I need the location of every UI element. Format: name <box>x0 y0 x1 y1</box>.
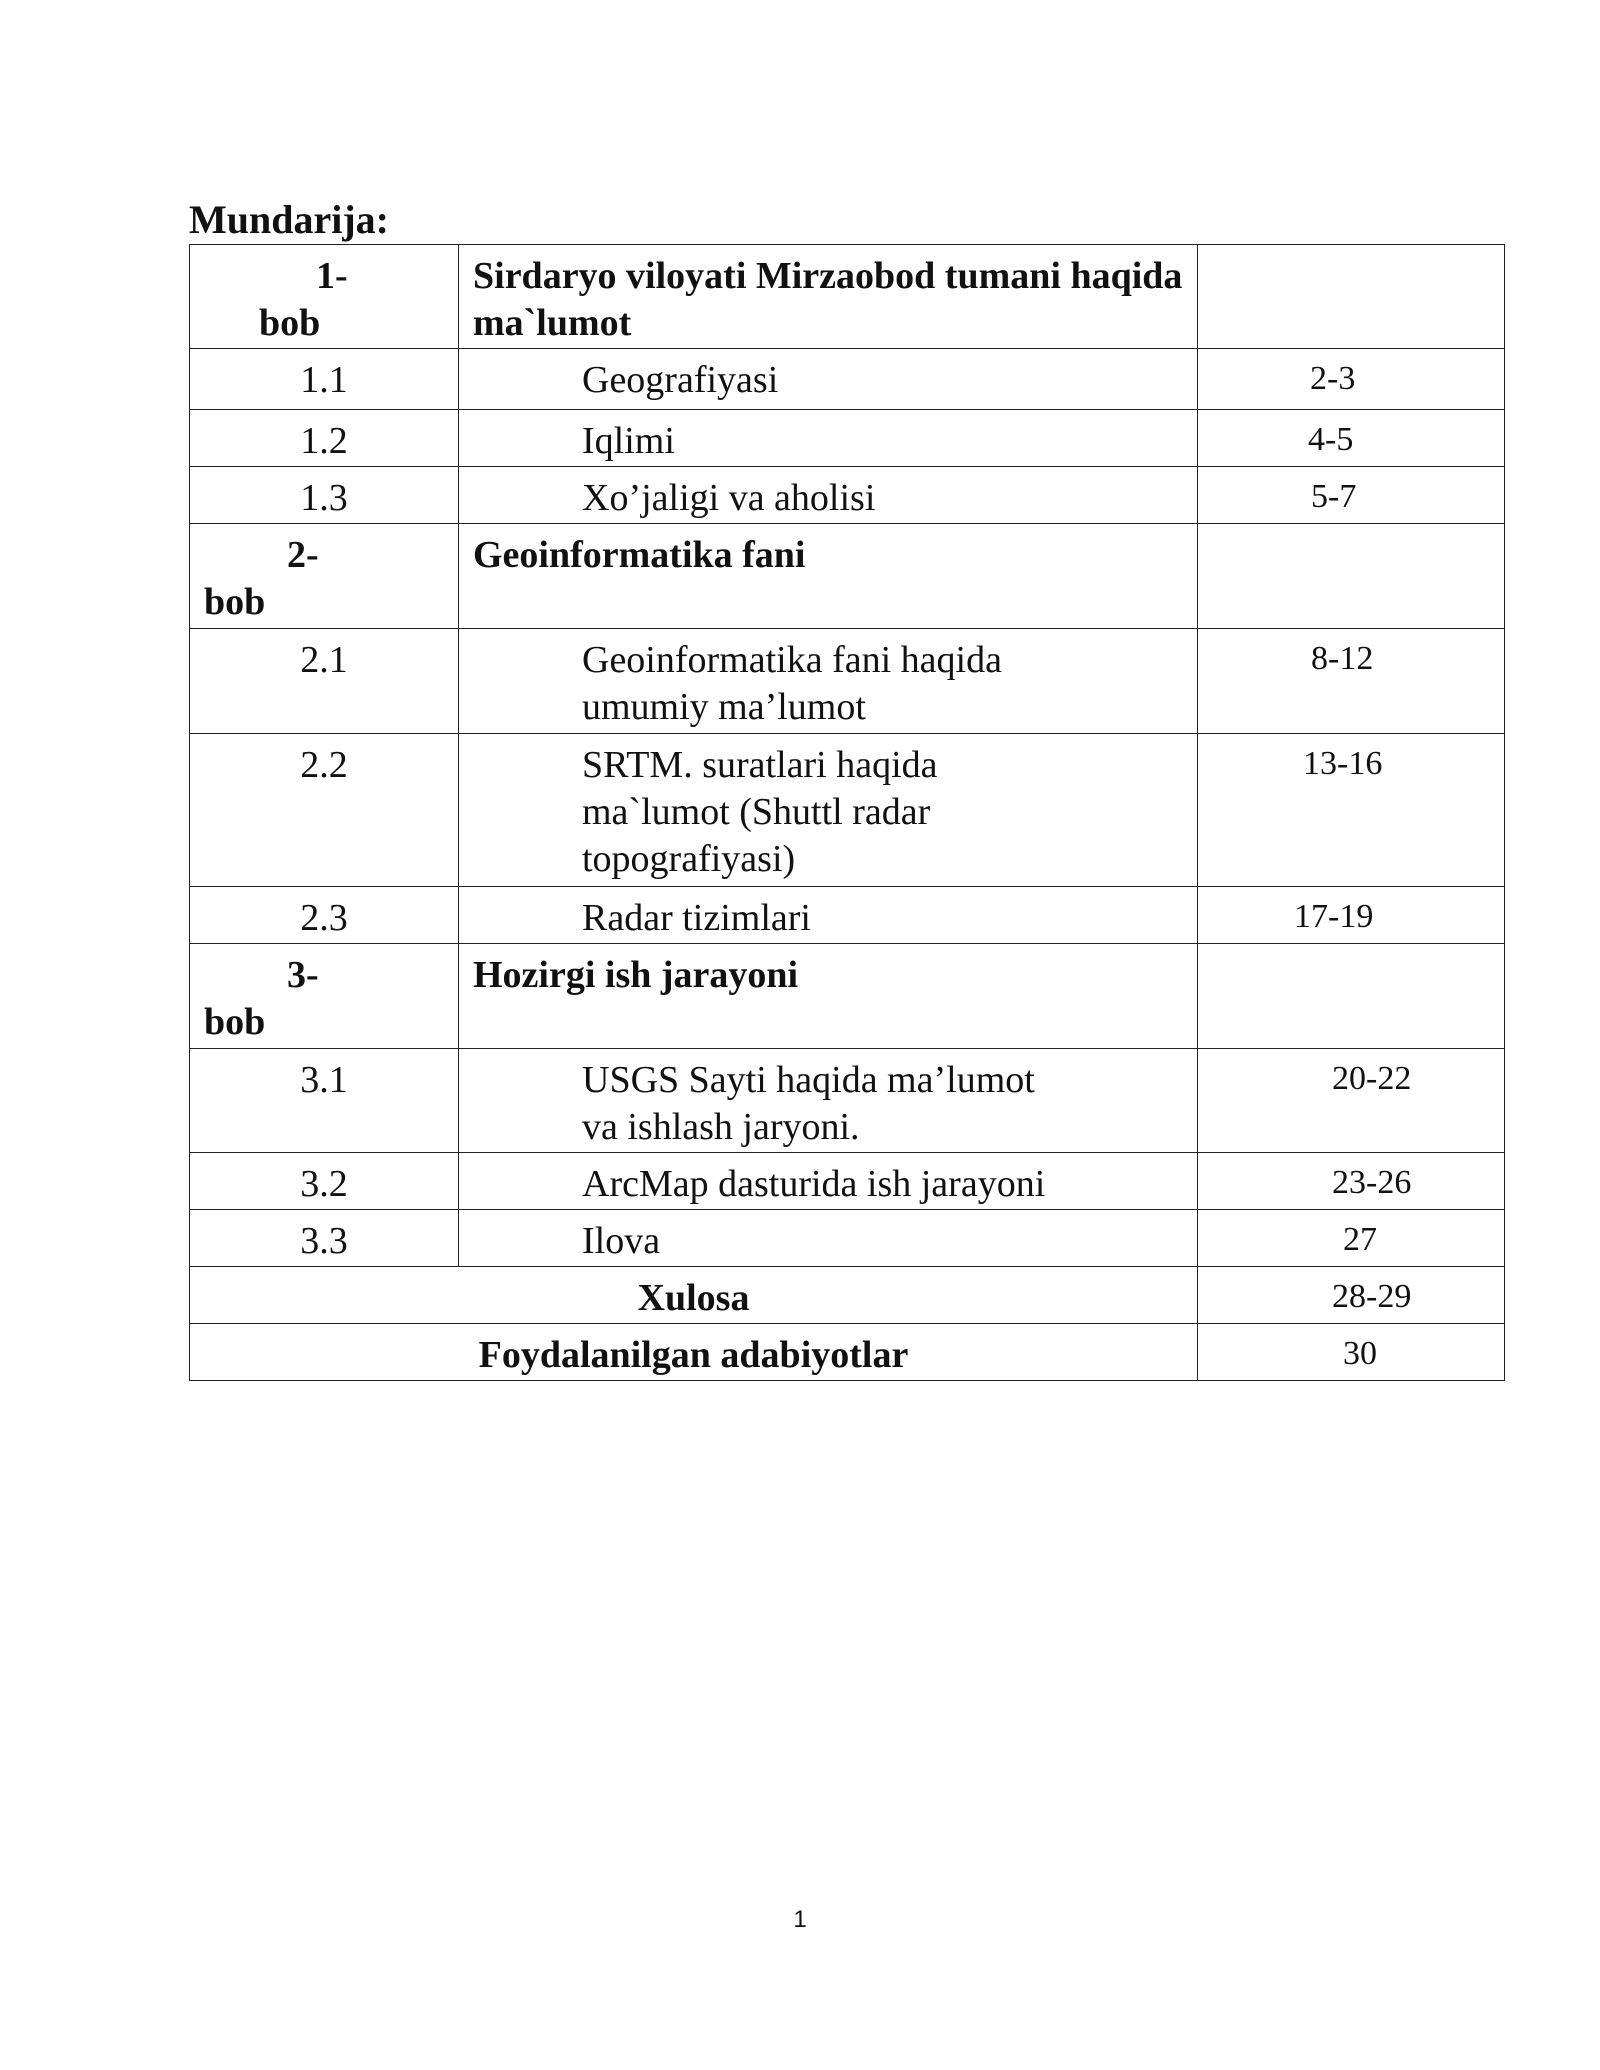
chapter-row <box>190 524 1505 629</box>
chapter-number <box>190 524 459 629</box>
section-row <box>190 629 1505 734</box>
section-row <box>190 349 1505 410</box>
chapter-pages <box>1198 245 1505 349</box>
section-number: 1.3 <box>190 467 459 524</box>
section-pages: 13-16 <box>1198 734 1505 887</box>
section-row <box>190 734 1505 887</box>
section-number: 3.2 <box>190 1153 459 1210</box>
conclusion-title: Xulosa <box>190 1267 1198 1324</box>
section-title: Xo’jaligi va aholisi <box>459 467 1198 524</box>
references-title: Foydalanilgan adabiyotlar <box>190 1324 1198 1381</box>
section-row <box>190 1153 1505 1210</box>
section-number: 1.1 <box>190 349 459 410</box>
chapter-number-prefix: 3- <box>287 954 319 996</box>
page-title: Mundarija: <box>189 197 389 242</box>
chapter-row <box>190 944 1505 1049</box>
chapter-number-suffix: bob <box>204 1001 266 1043</box>
section-number: 3.1 <box>190 1049 459 1153</box>
section-pages: 4-5 <box>1198 410 1505 467</box>
page-number: 1 <box>793 1906 807 1933</box>
chapter-number-prefix: 2- <box>287 534 319 576</box>
references-pages: 30 <box>1198 1324 1505 1381</box>
section-pages: 2-3 <box>1198 349 1505 410</box>
table-of-contents <box>189 244 1505 1381</box>
section-title: ArcMap dasturida ish jarayoni <box>459 1153 1198 1210</box>
section-pages: 5-7 <box>1198 467 1505 524</box>
section-title: Iqlimi <box>459 410 1198 467</box>
chapter-number <box>190 245 459 349</box>
section-title: USGS Sayti haqida ma’lumot va ishlash jaryoni. <box>459 1049 1198 1153</box>
chapter-number-suffix: bob <box>259 302 321 344</box>
section-number: 1.2 <box>190 410 459 467</box>
section-title: Geoinformatika fani haqida umumiy ma’lumot <box>459 629 1198 734</box>
section-number: 3.3 <box>190 1210 459 1267</box>
chapter-title: Geoinformatika fani <box>459 524 1198 629</box>
section-title: Radar tizimlari <box>459 887 1198 944</box>
conclusion-pages: 28-29 <box>1198 1267 1505 1324</box>
section-pages: 20-22 <box>1198 1049 1505 1153</box>
section-title: Ilova <box>459 1210 1198 1267</box>
section-number: 2.2 <box>190 734 459 887</box>
section-row <box>190 1210 1505 1267</box>
section-row <box>190 887 1505 944</box>
section-row <box>190 1049 1505 1153</box>
chapter-title: Hozirgi ish jarayoni <box>459 944 1198 1049</box>
section-row <box>190 410 1505 467</box>
chapter-number <box>190 944 459 1049</box>
chapter-number-prefix: 1- <box>316 255 348 297</box>
chapter-number-suffix: bob <box>204 581 266 623</box>
section-pages: 23-26 <box>1198 1153 1505 1210</box>
section-pages: 27 <box>1198 1210 1505 1267</box>
section-title: Geografiyasi <box>459 349 1198 410</box>
conclusion-row <box>190 1267 1505 1324</box>
chapter-pages <box>1198 944 1505 1049</box>
section-number: 2.3 <box>190 887 459 944</box>
section-pages: 8-12 <box>1198 629 1505 734</box>
section-row <box>190 467 1505 524</box>
section-pages: 17-19 <box>1198 887 1505 944</box>
chapter-pages <box>1198 524 1505 629</box>
chapter-title: Sirdaryo viloyati Mirzaobod tumani haqida ma`lumot <box>459 245 1198 349</box>
section-number: 2.1 <box>190 629 459 734</box>
chapter-row <box>190 245 1505 349</box>
references-row <box>190 1324 1505 1381</box>
section-title: SRTM. suratlari haqida ma`lumot (Shuttl radar topografiyasi) <box>459 734 1198 887</box>
